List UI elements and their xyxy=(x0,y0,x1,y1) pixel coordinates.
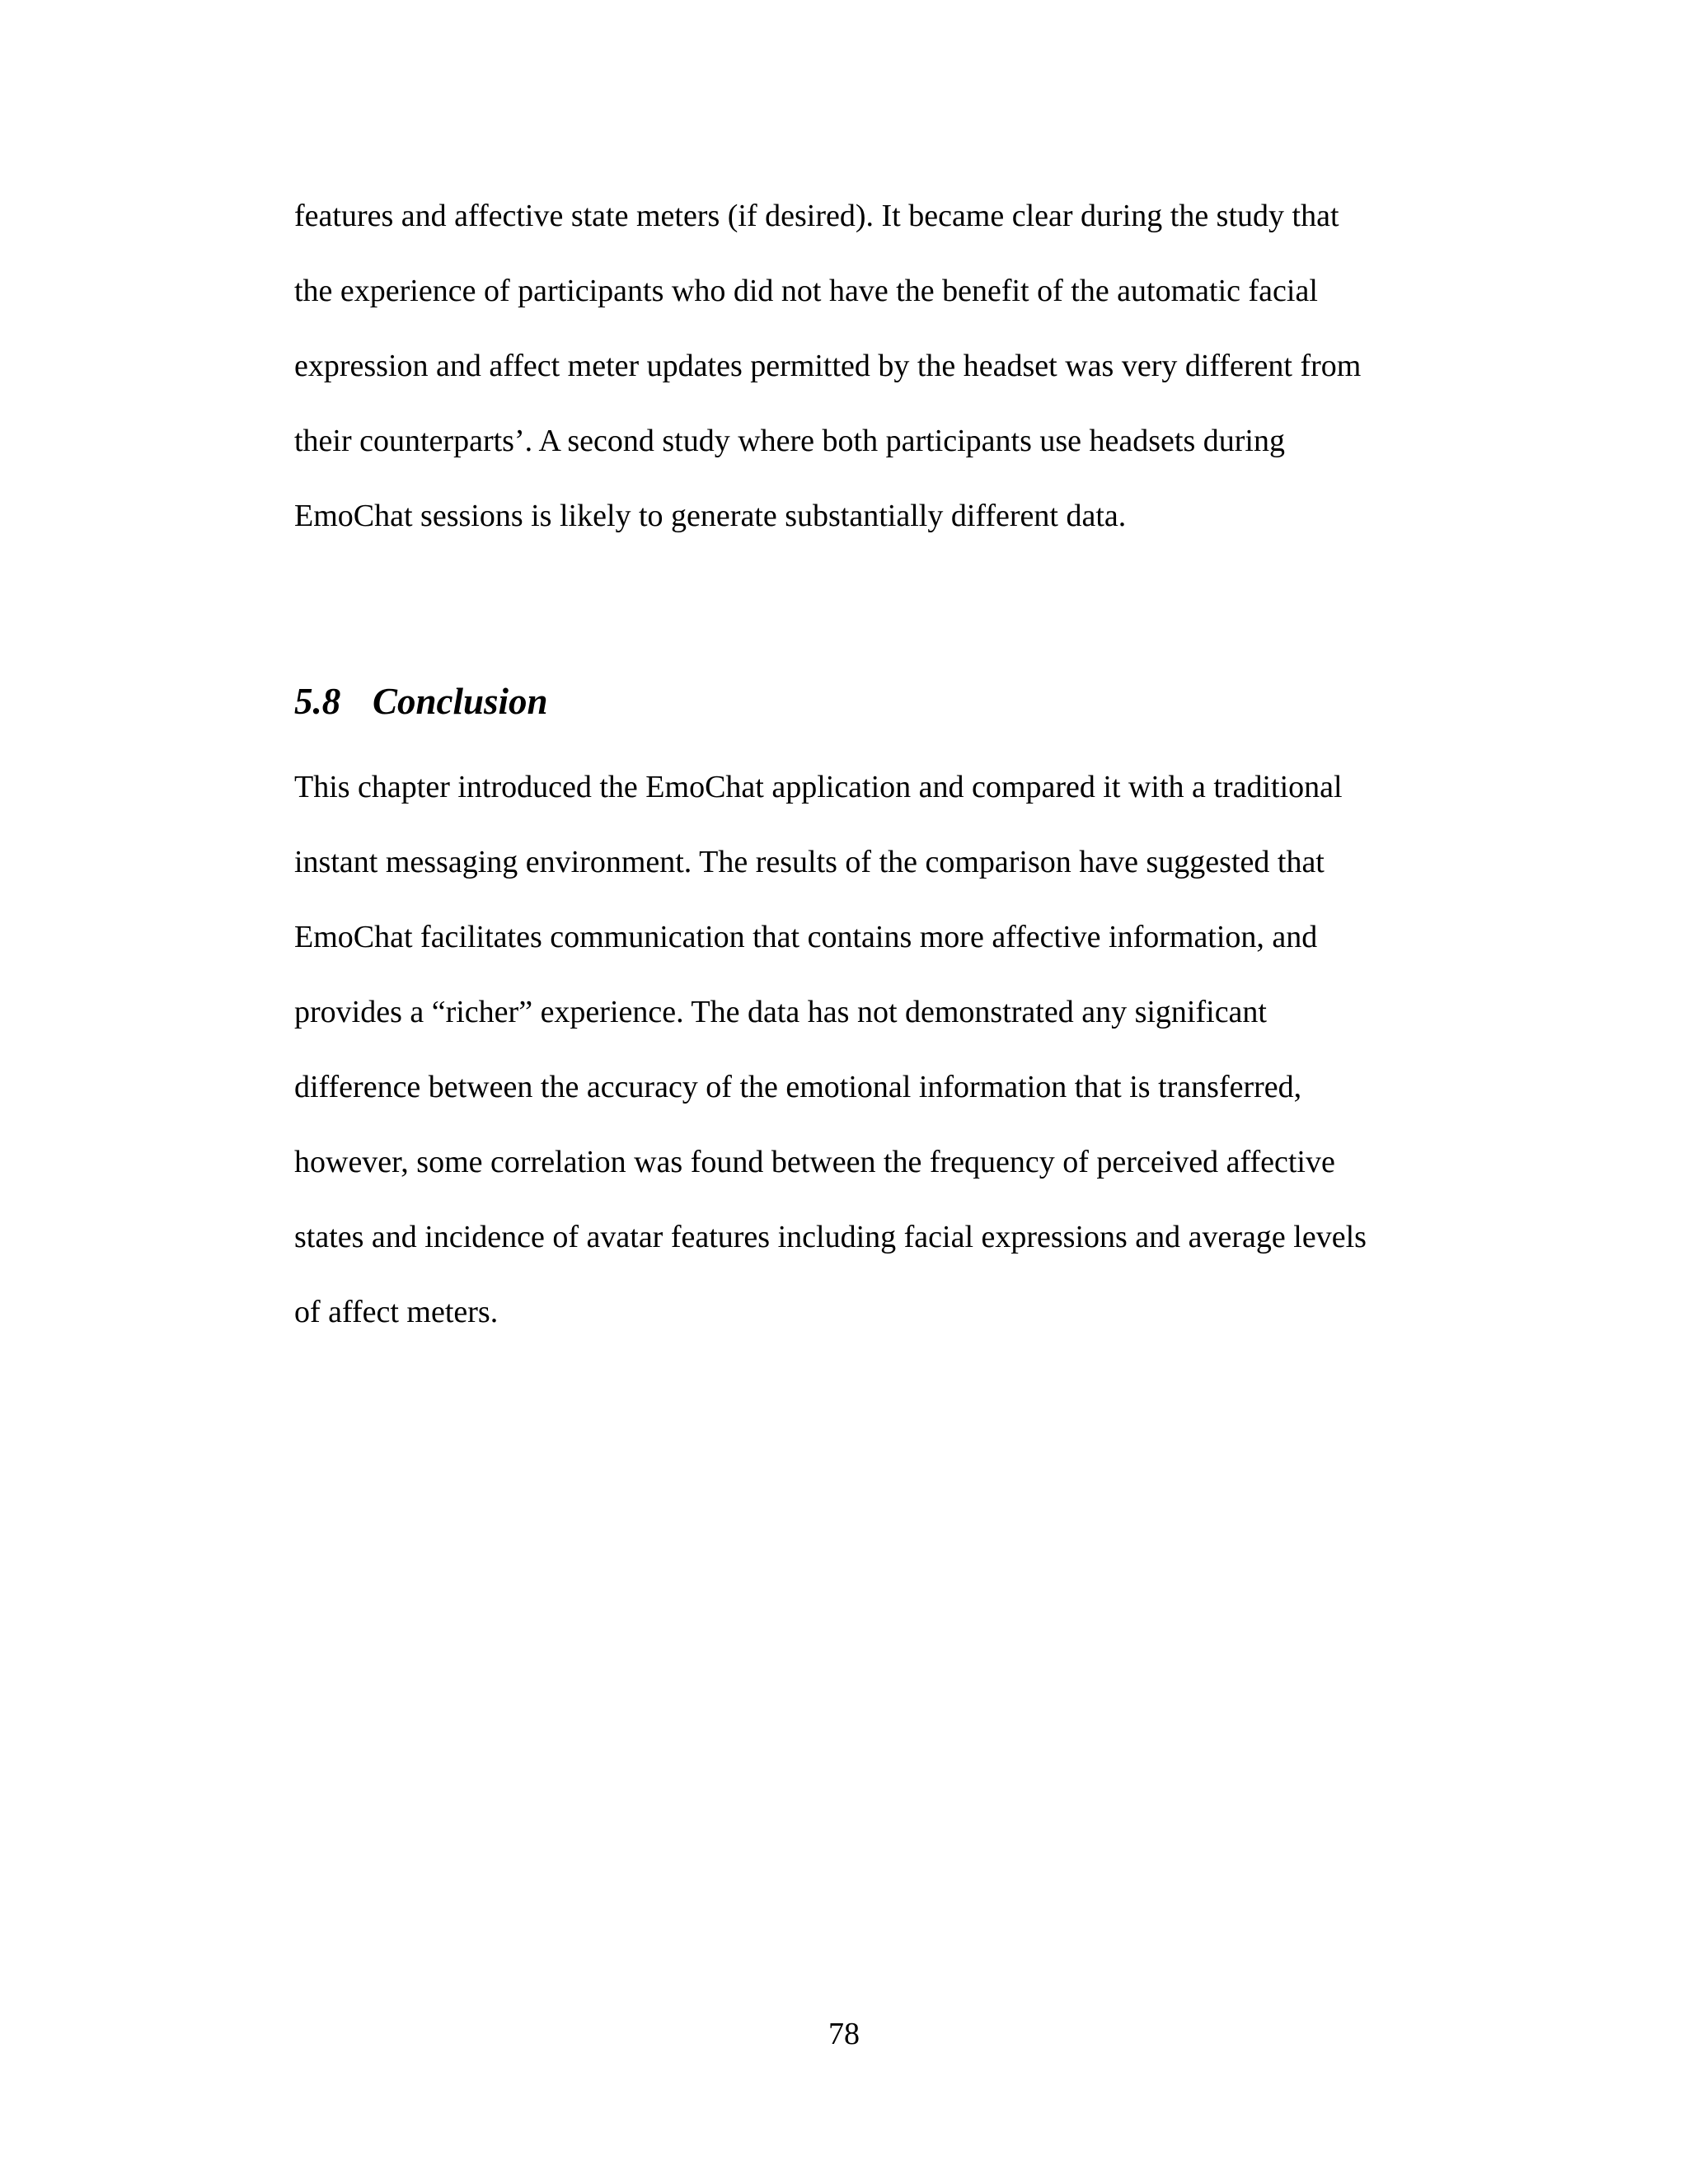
text-line: the experience of participants who did not have the benefit of the automatic facial xyxy=(294,274,1318,308)
text-line: difference between the accuracy of the emotional information that is transferred, xyxy=(294,1070,1302,1104)
text-line: provides a “richer” experience. The data has not demonstrated any significant xyxy=(294,995,1267,1029)
text-line: of affect meters. xyxy=(294,1295,499,1329)
section-number: 5.8 xyxy=(294,681,341,722)
text-line: however, some correlation was found between the frequency of perceived affective xyxy=(294,1145,1335,1179)
section-title: Conclusion xyxy=(373,681,548,722)
page-number: 78 xyxy=(828,2017,860,2051)
section-heading xyxy=(294,678,548,724)
text-line: expression and affect meter updates permitted by the headset was very different from xyxy=(294,349,1362,383)
text-line: states and incidence of avatar features including facial expressions and average levels xyxy=(294,1220,1367,1254)
text-line: EmoChat facilitates communication that contains more affective information, and xyxy=(294,920,1318,954)
text-line: This chapter introduced the EmoChat application and compared it with a traditional xyxy=(294,770,1343,804)
text-line: features and affective state meters (if desired). It became clear during the study that xyxy=(294,199,1339,233)
text-line: instant messaging environment. The results of the comparison have suggested that xyxy=(294,845,1325,879)
text-line: EmoChat sessions is likely to generate substantially different data. xyxy=(294,499,1127,533)
text-line: their counterparts’. A second study where both participants use headsets during xyxy=(294,424,1285,458)
